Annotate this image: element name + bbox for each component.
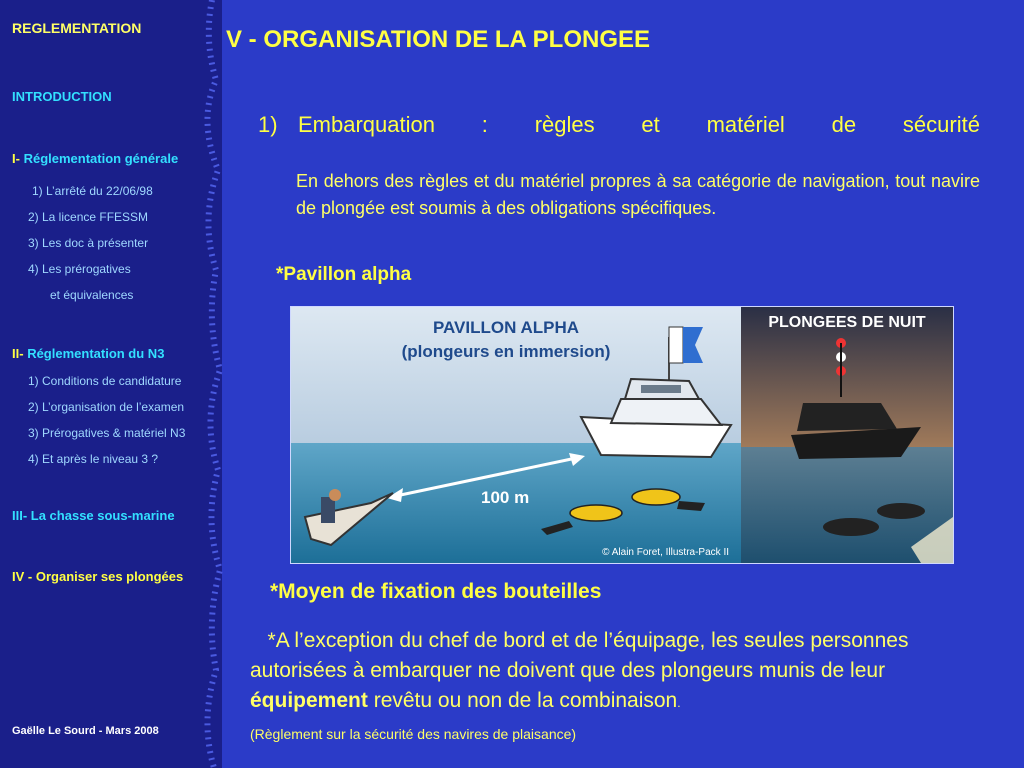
nav-part1-item-4[interactable]: 4) Les prérogatives	[28, 262, 131, 276]
nav-introduction[interactable]: INTRODUCTION	[12, 89, 112, 104]
figure-left-title: PAVILLON ALPHA	[432, 318, 580, 337]
section-title	[258, 112, 980, 138]
nav-part2-item-2[interactable]: 2) L’organisation de l’examen	[28, 400, 185, 414]
section-word: sécurité	[902, 112, 980, 137]
source-reference: (Règlement sur la sécurité des navires de plaisance)	[250, 726, 577, 742]
rule-text-after: revêtu ou non de la combinaison	[373, 689, 678, 712]
distance-label: 100 m	[481, 488, 530, 507]
nav-part1-item-2[interactable]: 2) La licence FFESSM	[28, 210, 149, 224]
author-footer: Gaëlle Le Sourd - Mars 2008	[12, 725, 159, 737]
nav-part4-title: Organiser ses plongées	[35, 569, 184, 584]
alpha-flag-white	[669, 327, 683, 363]
nav-part4-prefix: IV -	[12, 569, 33, 584]
rule-text-before: *A l’exception du chef de bord et de l’équipage, les seules personnes autorisées à embarquer ne doivent que des plongeurs munis de leur	[250, 629, 909, 682]
nav-part2[interactable]	[12, 346, 164, 361]
intro-paragraph: En dehors des règles et du matériel propres à sa catégorie de navigation, tout navire de plongée est soumis à des obligations spécifiques.	[296, 171, 980, 218]
nav-part2-item-4[interactable]: 4) Et après le niveau 3 ?	[28, 452, 159, 466]
nav-part1-item-4-cont[interactable]: et équivalences	[50, 288, 134, 302]
nav-part1[interactable]	[12, 151, 178, 166]
bottle-fixation-label: *Moyen de fixation des bouteilles	[270, 580, 602, 603]
slide-title: V - ORGANISATION DE LA PLONGEE	[226, 26, 651, 53]
nav-part3[interactable]: III- La chasse sous-marine	[12, 508, 175, 523]
section-number: 1)	[258, 112, 278, 137]
figure-credit: © Alain Foret, Illustra-Pack II	[602, 547, 729, 558]
nav-reglementation[interactable]: REGLEMENTATION	[12, 20, 142, 36]
nav-part2-title: Réglementation du N3	[27, 346, 165, 361]
alpha-flag-illustration	[290, 306, 954, 564]
section-word: de	[831, 112, 857, 137]
figure-right-title: PLONGEES DE NUIT	[768, 314, 926, 331]
section-word: et	[641, 112, 660, 137]
section-word: Embarquation	[298, 112, 435, 137]
nav-part1-title: Réglementation générale	[23, 151, 179, 166]
nav-part2-prefix: II-	[12, 346, 24, 361]
nav-part1-item-1[interactable]: 1) L’arrêté du 22/06/98	[32, 184, 153, 198]
nav-part1-prefix: I-	[12, 151, 20, 166]
rule-text-end: .	[677, 696, 681, 710]
section-word: matériel	[706, 112, 785, 137]
rule-text-bold: équipement	[250, 689, 368, 712]
nav-part1-item-3[interactable]: 3) Les doc à présenter	[28, 236, 149, 250]
rule-paragraph	[250, 626, 990, 718]
nav-part2-item-1[interactable]: 1) Conditions de candidature	[28, 374, 182, 388]
section-word: :	[481, 112, 488, 137]
nav-part4[interactable]	[12, 569, 183, 584]
alpha-flag-label: *Pavillon alpha	[276, 264, 412, 285]
section-word: règles	[534, 112, 595, 137]
figure-left-subtitle: (plongeurs en immersion)	[401, 342, 611, 361]
nav-part2-item-3[interactable]: 3) Prérogatives & matériel N3	[28, 426, 186, 440]
